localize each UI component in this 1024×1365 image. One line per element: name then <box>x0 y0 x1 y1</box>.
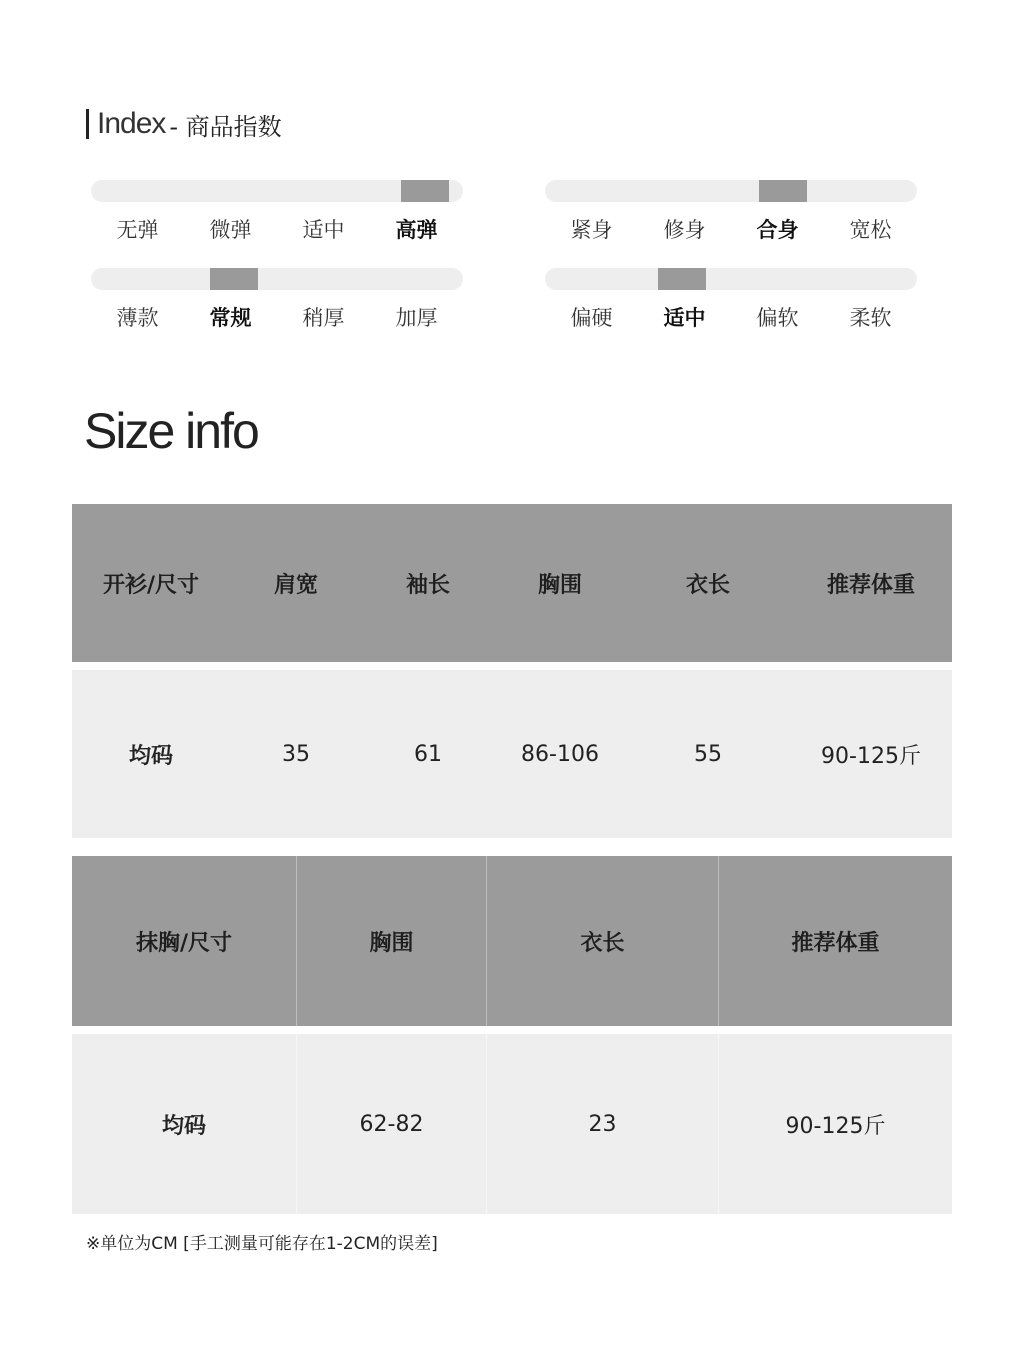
table-cell: 35 <box>282 741 310 767</box>
index-title-text: Index <box>97 107 166 140</box>
gauge-label: 加厚 <box>395 306 438 330</box>
table-header-cell: 肩宽 <box>273 572 318 598</box>
index-title-subtitle: - 商品指数 <box>169 112 282 141</box>
gauge-label: 偏硬 <box>570 306 613 330</box>
gauge-label-selected: 高弹 <box>395 218 438 242</box>
table-header-cell: 袖长 <box>405 572 450 598</box>
table-cell: 90-125斤 <box>718 1034 952 1214</box>
table-header-cell: 衣长 <box>486 856 718 1026</box>
index-title <box>86 104 282 144</box>
gauge-label: 偏软 <box>756 306 799 330</box>
table-cell: 55 <box>694 741 722 767</box>
gauge-label: 微弹 <box>209 218 252 242</box>
table-cell: 61 <box>414 741 442 767</box>
gauge-label: 无弹 <box>116 218 159 242</box>
table-row <box>72 670 952 838</box>
table-row <box>72 1034 952 1214</box>
table-header-row <box>72 504 952 662</box>
table-header-cell: 胸围 <box>296 856 486 1026</box>
table-cell: 均码 <box>128 743 173 769</box>
index-title-bar <box>86 109 89 139</box>
measurement-footnote: ※单位为CM [手工测量可能存在1-2CM的误差] <box>86 1234 438 1254</box>
table-header-row <box>72 856 952 1026</box>
gauge-marker <box>658 268 706 290</box>
table-header-cell: 推荐体重 <box>826 572 915 598</box>
table-cell: 23 <box>486 1034 718 1214</box>
gauge-label: 紧身 <box>570 218 613 242</box>
size-info-title: Size info <box>84 403 258 459</box>
table-header-cell: 抹胸/尺寸 <box>135 930 233 956</box>
gauge-track <box>91 180 463 202</box>
table-cell: 62-82 <box>296 1034 486 1214</box>
gauge-track <box>545 268 917 290</box>
gauge-label: 柔软 <box>849 306 892 330</box>
gauge-label: 稍厚 <box>302 306 345 330</box>
table-cell: 90-125斤 <box>821 743 921 769</box>
gauge-marker <box>759 180 807 202</box>
table-cell: 均码 <box>161 1113 206 1139</box>
table-header-cell: 胸围 <box>537 572 582 598</box>
table-header-cell: 衣长 <box>685 572 730 598</box>
gauge-marker <box>401 180 449 202</box>
gauge-marker <box>210 268 258 290</box>
gauge-thickness <box>91 268 463 332</box>
size-table-tube-top <box>72 856 952 1214</box>
gauge-label: 适中 <box>302 218 345 242</box>
gauge-softness <box>545 268 917 332</box>
gauge-label-selected: 合身 <box>756 218 799 242</box>
gauge-label: 薄款 <box>116 306 159 330</box>
gauge-label-selected: 常规 <box>209 306 252 330</box>
table-header-cell: 推荐体重 <box>718 856 952 1026</box>
table-header-cell: 开衫/尺寸 <box>102 572 200 598</box>
gauge-elasticity <box>91 180 463 244</box>
gauge-track <box>545 180 917 202</box>
gauge-label: 宽松 <box>849 218 892 242</box>
gauge-label: 修身 <box>663 218 706 242</box>
gauge-fit <box>545 180 917 244</box>
gauge-label-selected: 适中 <box>663 306 706 330</box>
table-cell: 86-106 <box>521 741 599 767</box>
size-table-cardigan <box>72 504 952 838</box>
gauge-track <box>91 268 463 290</box>
